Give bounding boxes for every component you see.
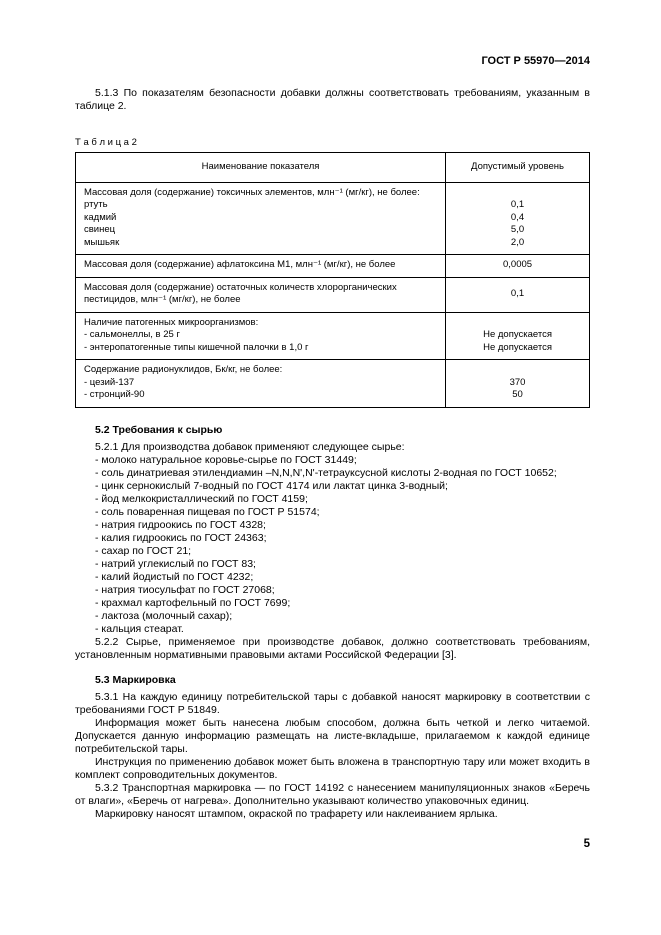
indicator-line: - сальмонеллы, в 25 г xyxy=(84,329,180,340)
value-line xyxy=(449,364,586,377)
raw-material-item: - натрий углекислый по ГОСТ 83; xyxy=(95,557,256,570)
paragraph-5-1-3: 5.1.3 По показателям безопасности добавки должны соответствовать требованиям, указанным в таблице 2. xyxy=(75,87,590,112)
indicator-line: - цезий-137 xyxy=(84,376,135,388)
marking-paragraphs xyxy=(75,691,590,821)
raw-materials-list xyxy=(75,454,590,636)
value-line: 2,0 xyxy=(510,236,525,248)
indicator-line: свинец xyxy=(84,224,116,235)
indicator-line: Наличие патогенных микроорганизмов: xyxy=(84,316,259,328)
indicator-cell xyxy=(76,277,446,312)
marking-paragraph: 5.3.1 На каждую единицу потребительской тары с добавкой наносят маркировку в соответствии с требованиями ГОСТ Р 51849. xyxy=(75,690,590,716)
indicator-cell xyxy=(76,312,446,360)
value-line: Не допускается xyxy=(483,329,552,340)
marking-paragraph: Информация может быть нанесена любым способом, должна быть четкой и легко читаемой. Допускается данную информацию размещать на листе-вкладыше, прилагаемом к каждой единице потребительской тары. xyxy=(75,716,590,755)
value-cell xyxy=(446,312,590,360)
col-header-level: Допустимый уровень xyxy=(446,153,590,183)
indicator-cell xyxy=(76,255,446,278)
value-cell xyxy=(446,277,590,312)
indicator-line: ртуть xyxy=(84,199,108,210)
raw-material-item: - цинк сернокислый 7-водный по ГОСТ 4174 или лактат цинка 3-водный; xyxy=(95,479,448,492)
value-line xyxy=(449,187,586,200)
marking-paragraph: Маркировку наносят штампом, окраской по трафарету или наклеиванием ярлыка. xyxy=(95,807,498,820)
value-line: 0,1 xyxy=(510,287,525,299)
table-row xyxy=(76,312,590,360)
table-header-row xyxy=(76,153,590,183)
table-row xyxy=(76,255,590,278)
value-line xyxy=(449,317,586,330)
raw-material-item: - сахар по ГОСТ 21; xyxy=(95,544,192,557)
raw-material-item: - крахмал картофельный по ГОСТ 7699; xyxy=(95,596,291,609)
paragraph-5-2-2: 5.2.2 Сырье, применяемое при производстве добавок, должно соответствовать требованиям, установленным нормативными правовыми актами Российской Федерации [3]. xyxy=(75,635,590,661)
raw-material-item: - калий йодистый по ГОСТ 4232; xyxy=(95,570,254,583)
heading-5-3: 5.3 Маркировка xyxy=(95,673,176,686)
raw-material-item: - лактоза (молочный сахар); xyxy=(95,609,233,622)
value-line: 0,4 xyxy=(510,211,525,223)
raw-material-item: - калия гидроокись по ГОСТ 24363; xyxy=(95,531,267,544)
doc-code: ГОСТ Р 55970—2014 xyxy=(481,55,590,67)
raw-material-item: - молоко натуральное коровье-сырье по ГОСТ 31449; xyxy=(95,453,357,466)
value-line: 0,0005 xyxy=(503,259,533,270)
raw-material-item: - кальция стеарат. xyxy=(95,622,184,635)
table-row xyxy=(76,182,590,255)
raw-material-item: - соль поваренная пищевая по ГОСТ Р 51574; xyxy=(95,505,320,518)
table-row xyxy=(76,277,590,312)
value-cell xyxy=(446,360,590,408)
value-line: Не допускается xyxy=(483,341,552,353)
indicator-line: Содержание радионуклидов, Бк/кг, не более: xyxy=(84,364,283,375)
raw-material-item: - соль динатриевая этилендиамин –N,N,N',N'-тетрауксусной кислоты 2-водная по ГОСТ 10652; xyxy=(95,466,557,479)
table-row xyxy=(76,360,590,408)
table-caption: Т а б л и ц а 2 xyxy=(75,137,137,148)
raw-material-item: - натрия гидроокись по ГОСТ 4328; xyxy=(95,518,266,531)
indicator-line: кадмий xyxy=(84,211,117,223)
marking-paragraph: 5.3.2 Транспортная маркировка — по ГОСТ 14192 с нанесением манипуляционных знаков «Беречь от влаги», «Беречь от нагрева». Дополнительно указывают количество упаковочных единиц. xyxy=(75,781,590,807)
value-line: 370 xyxy=(509,376,526,388)
value-line: 50 xyxy=(512,389,523,400)
table-2 xyxy=(75,152,590,408)
indicator-line: - стронций-90 xyxy=(84,389,145,400)
indicator-cell xyxy=(76,360,446,408)
table-body xyxy=(76,182,590,407)
indicator-line: мышьяк xyxy=(84,236,120,248)
indicator-cell xyxy=(76,182,446,255)
heading-5-2: 5.2 Требования к сырью xyxy=(95,423,223,436)
value-cell xyxy=(446,255,590,278)
value-line: 0,1 xyxy=(510,199,525,210)
indicator-line: Массовая доля (содержание) остаточных количеств хлорорганических пестицидов, млн⁻¹ (мг/кг), не более xyxy=(84,281,397,305)
indicator-line: Массовая доля (содержание) токсичных элементов, млн⁻¹ (мг/кг), не более: xyxy=(84,186,420,198)
raw-material-item: - натрия тиосульфат по ГОСТ 27068; xyxy=(95,583,275,596)
value-cell xyxy=(446,182,590,255)
col-header-indicator: Наименование показателя xyxy=(76,153,446,183)
indicator-line: Массовая доля (содержание) афлатоксина М1, млн⁻¹ (мг/кг), не более xyxy=(84,259,396,270)
marking-paragraph: Инструкция по применению добавок может быть вложена в транспортную тару или может входить в комплект сопроводительных документов. xyxy=(75,755,590,781)
value-line: 5,0 xyxy=(510,224,525,235)
page-number: 5 xyxy=(583,838,590,850)
paragraph-5-2-1: 5.2.1 Для производства добавок применяют следующее сырье: xyxy=(95,440,405,453)
raw-material-item: - йод мелкокристаллический по ГОСТ 4159; xyxy=(95,492,308,505)
indicator-line: - энтеропатогенные типы кишечной палочки в 1,0 г xyxy=(84,341,309,353)
